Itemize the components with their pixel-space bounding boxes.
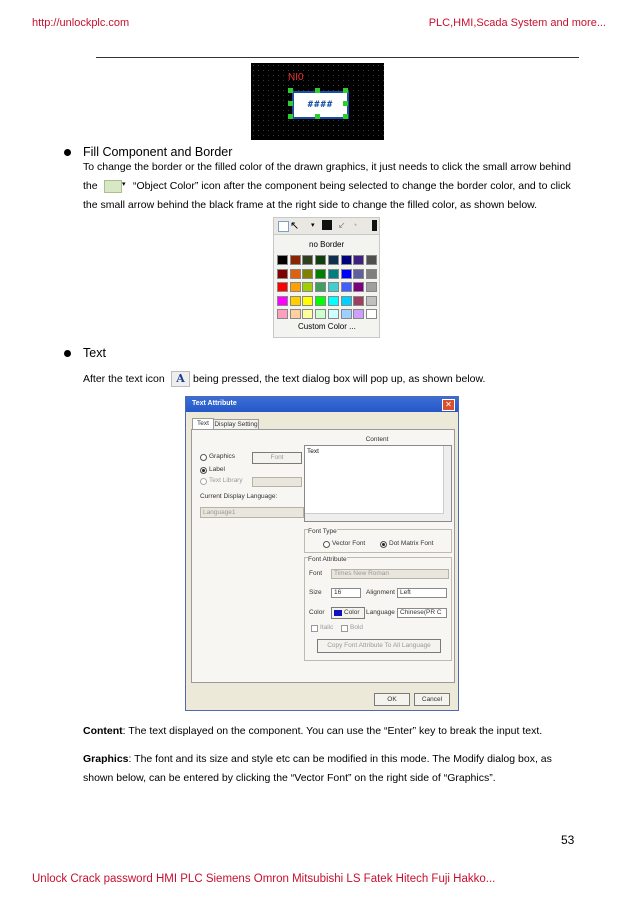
text-library-select[interactable]: [252, 477, 302, 487]
color-swatch[interactable]: [366, 269, 377, 279]
color-swatch[interactable]: [290, 309, 301, 319]
color-swatch[interactable]: [353, 255, 364, 265]
color-swatch[interactable]: [315, 282, 326, 292]
custom-color-option[interactable]: Custom Color ...: [298, 322, 356, 331]
alignment-label: Alignment: [366, 589, 395, 596]
label-radio[interactable]: [200, 467, 207, 474]
selection-handle: [315, 88, 320, 93]
color-swatch[interactable]: [302, 255, 313, 265]
italic-label: Italic: [320, 624, 334, 631]
cursor-icon: ↖: [290, 220, 300, 232]
color-label: Color: [309, 609, 325, 616]
dropdown-arrow-icon: ▾: [122, 181, 126, 188]
font-attribute-label: Font Attribute: [308, 556, 347, 563]
color-swatch[interactable]: [341, 269, 352, 279]
italic-checkbox[interactable]: [311, 625, 318, 632]
text-line-b: being pressed, the text dialog box will pop up, as shown below.: [193, 373, 486, 385]
rotate-tool-icon[interactable]: ◔: [352, 220, 358, 230]
graphics-radio[interactable]: [200, 454, 207, 461]
color-swatch[interactable]: [277, 282, 288, 292]
content-note-text: : The text displayed on the component. You can use the “Enter” key to break the input text.: [122, 725, 543, 737]
content-label: Content: [365, 436, 389, 443]
language-select[interactable]: Language1: [200, 507, 304, 518]
tab-pane: [191, 429, 455, 683]
header-tagline: PLC,HMI,Scada System and more...: [428, 17, 606, 29]
color-swatch[interactable]: [341, 296, 352, 306]
color-swatch[interactable]: [353, 296, 364, 306]
fill-line-2a: the: [83, 180, 98, 192]
dropdown-arrow-icon[interactable]: ▾: [311, 222, 315, 229]
vector-font-radio[interactable]: [323, 541, 330, 548]
dialog-title: Text Attribute: [192, 400, 237, 407]
current-language-label: Current Display Language:: [200, 493, 278, 500]
color-swatch[interactable]: [302, 269, 313, 279]
bullet: [64, 149, 71, 156]
tab-text[interactable]: Text: [192, 418, 214, 429]
numeric-component: [292, 91, 349, 119]
color-swatch[interactable]: [277, 296, 288, 306]
text-attribute-dialog: [185, 396, 459, 711]
color-swatch[interactable]: [290, 296, 301, 306]
color-swatch[interactable]: [328, 296, 339, 306]
close-icon[interactable]: ✕: [442, 399, 455, 411]
color-swatch[interactable]: [366, 282, 377, 292]
page-number: 53: [561, 833, 575, 847]
color-swatch[interactable]: [315, 269, 326, 279]
text-line-a: After the text icon: [83, 373, 165, 385]
font-type-group: [304, 529, 452, 553]
label-label: Label: [209, 466, 225, 473]
color-swatch[interactable]: [341, 309, 352, 319]
dialog-titlebar: [186, 397, 458, 412]
no-border-option[interactable]: no Border: [309, 240, 345, 249]
selection-handle: [343, 88, 348, 93]
color-swatch[interactable]: [366, 309, 377, 319]
text-tool-icon: A: [171, 371, 190, 387]
palette-toolbar: [274, 218, 379, 235]
graphics-note-line-2: shown below, can be entered by clicking the “Vector Font” on the right side of “Graphics”.: [83, 772, 496, 784]
dot-matrix-label: Dot Matrix Font: [389, 540, 434, 547]
fill-line-2b: “Object Color” icon after the component being selected to change the border color, and to click: [133, 180, 571, 192]
color-swatch[interactable]: [328, 309, 339, 319]
graphics-note-term: Graphics: [83, 753, 129, 765]
bold-checkbox[interactable]: [341, 625, 348, 632]
color-button[interactable]: [331, 607, 365, 619]
color-swatch[interactable]: [315, 296, 326, 306]
object-color-icon: [104, 180, 122, 193]
color-swatch[interactable]: [302, 309, 313, 319]
font-attribute-group: [304, 557, 452, 661]
color-swatch[interactable]: [302, 296, 313, 306]
graphics-note-text: : The font and its size and style etc can be modified in this mode. The Modify dialog box, as: [128, 753, 552, 765]
content-textarea[interactable]: [304, 445, 452, 522]
header-divider: [96, 57, 579, 58]
horizontal-scrollbar[interactable]: [305, 513, 444, 521]
placeholder-text: ####: [307, 100, 334, 110]
color-swatch[interactable]: [328, 282, 339, 292]
color-swatch[interactable]: [366, 296, 377, 306]
vertical-scrollbar[interactable]: [443, 446, 451, 521]
selection-handle: [288, 88, 293, 93]
content-note: [83, 722, 542, 741]
selection-handle: [288, 114, 293, 119]
graphics-label: Graphics: [209, 453, 236, 460]
tab-display-setting[interactable]: Display Setting: [214, 421, 258, 428]
copy-font-attribute-button[interactable]: Copy Font Attribute To All Language: [317, 639, 441, 653]
border-color-icon[interactable]: [278, 221, 289, 232]
font-button[interactable]: Font: [252, 452, 302, 464]
language-value-select[interactable]: Chinese(PR C: [397, 608, 447, 618]
alignment-select[interactable]: Left: [397, 588, 447, 598]
color-swatch[interactable]: [328, 269, 339, 279]
fill-line-1: To change the border or the filled color of the drawn graphics, it just needs to click the small arrow behind: [83, 161, 571, 173]
section-title-text: Text: [83, 346, 106, 360]
canvas-preview-image: [251, 63, 384, 140]
graphics-note-line-1: [83, 750, 552, 769]
content-note-term: Content: [83, 725, 123, 737]
color-swatch[interactable]: [353, 282, 364, 292]
color-swatch[interactable]: [341, 282, 352, 292]
color-swatch[interactable]: [353, 309, 364, 319]
color-swatch[interactable]: [341, 255, 352, 265]
dot-matrix-radio[interactable]: [380, 541, 387, 548]
cancel-button[interactable]: Cancel: [414, 693, 450, 706]
section-title-fill: Fill Component and Border: [83, 145, 233, 159]
component-tag: NI0: [288, 72, 304, 83]
fill-line-3: the small arrow behind the black frame at the right side to change the filled color, as shown below.: [83, 199, 538, 211]
content-text: Text: [307, 448, 319, 455]
footer-link[interactable]: Unlock Crack password HMI PLC Siemens Omron Mitsubishi LS Fatek Hitech Fuji Hakko...: [32, 873, 496, 885]
selection-handle: [343, 101, 348, 106]
font-label: Font: [309, 570, 323, 577]
text-library-radio[interactable]: [200, 478, 207, 485]
color-swatch[interactable]: [366, 255, 377, 265]
ok-button[interactable]: OK: [374, 693, 410, 706]
color-button-label: Color: [344, 609, 360, 616]
color-swatch[interactable]: [277, 309, 288, 319]
color-swatch[interactable]: [290, 282, 301, 292]
text-library-label: Text Library: [209, 477, 243, 484]
vector-font-label: Vector Font: [332, 540, 366, 547]
font-select[interactable]: Times New Roman: [331, 569, 449, 579]
toolbar-edge: [372, 220, 377, 231]
color-swatch[interactable]: [328, 255, 339, 265]
line-tool-icon[interactable]: ↙: [338, 220, 346, 230]
color-swatch[interactable]: [290, 255, 301, 265]
selection-handle: [288, 101, 293, 106]
color-swatch[interactable]: [353, 269, 364, 279]
size-label: Size: [309, 589, 322, 596]
font-type-label: Font Type: [308, 528, 337, 535]
selection-handle: [343, 114, 348, 119]
color-palette-popup: [273, 217, 380, 338]
fill-color-icon[interactable]: [322, 220, 332, 230]
color-swatch[interactable]: [315, 309, 326, 319]
bold-label: Bold: [350, 624, 364, 631]
color-swatch[interactable]: [302, 282, 313, 292]
header-link[interactable]: http://unlockplc.com: [32, 17, 130, 29]
color-swatch[interactable]: [290, 269, 301, 279]
color-swatch[interactable]: [315, 255, 326, 265]
size-select[interactable]: 16: [331, 588, 361, 598]
color-swatch: [334, 610, 342, 616]
selection-handle: [315, 114, 320, 119]
bullet: [64, 350, 71, 357]
color-swatch[interactable]: [277, 255, 288, 265]
color-swatch[interactable]: [277, 269, 288, 279]
language-label: Language: [366, 609, 395, 616]
